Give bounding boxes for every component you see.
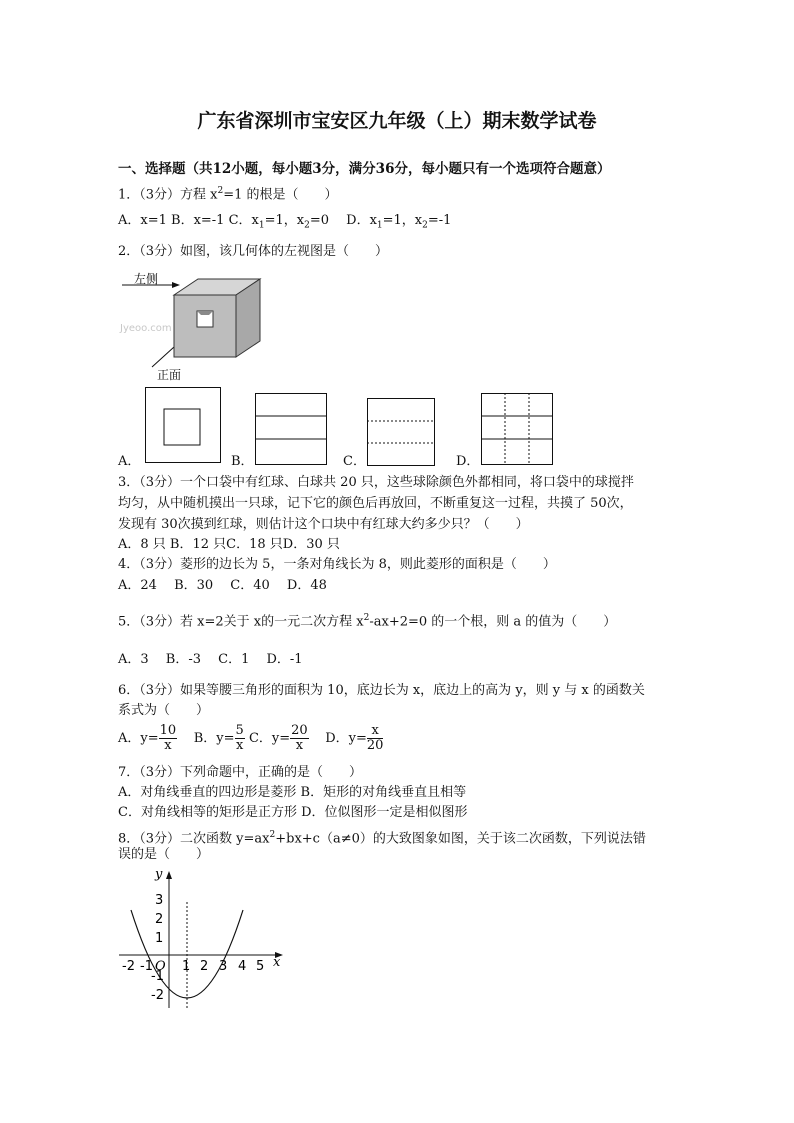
- section-heading: 一、选择题（共12小题，每小题3分，满分36分，每小题只有一个选项符合题意）: [118, 161, 611, 177]
- watermark: Jyeoo.com: [120, 323, 172, 334]
- option-b-view: [255, 393, 327, 465]
- option-d-view: [481, 393, 553, 465]
- solid-figure: [118, 275, 268, 375]
- x-tick: -2: [122, 959, 135, 974]
- y-tick: 1: [155, 931, 164, 946]
- question-3-options: A．8 只 B．12 只C．18 只D．30 只: [118, 537, 340, 552]
- question-6-options: A．y= $\frac{10}{x}$ B．y= $\frac{5}{x}$ C．y= $\frac{20}{x}$ D．y= $\frac{x}{20}$: [118, 723, 384, 753]
- question-5-options: A．3 B．-3 C．1 D．-1: [118, 652, 303, 667]
- fraction-a: $\frac{10}{x}$: [159, 723, 177, 753]
- label-front: 正面: [157, 368, 182, 382]
- question-7-options-ab: A．对角线垂直的四边形是菱形 B．矩形的对角线垂直且相等: [118, 785, 467, 800]
- x-tick: 2: [200, 959, 209, 974]
- question-6-line-2: 系式为（ ）: [118, 703, 210, 718]
- origin-label: O: [155, 959, 166, 974]
- question-1-stem: 1．（3分）方程 $x^2=1$ 的根是（ ）: [118, 186, 338, 203]
- x-tick: 3: [219, 959, 228, 974]
- question-4-options: A．24 B．30 C．40 D．48: [118, 578, 327, 593]
- option-c-label: C．: [343, 454, 366, 469]
- question-6-line-1: 6．（3分）如果等腰三角形的面积为 10，底边长为 x，底边上的高为 y，则 y 与 x 的函数关: [118, 683, 645, 698]
- question-7-options-cd: C．对角线相等的矩形是正方形 D．位似图形一定是相似图形: [118, 805, 468, 820]
- question-3-line-3: 发现有 30次摸到红球，则估计这个口块中有红球大约多少只？（ ）: [118, 517, 529, 532]
- option-a-view: [145, 387, 221, 463]
- y-axis-arrow: [166, 871, 172, 879]
- y-tick: -1: [151, 969, 164, 984]
- question-1-options: A．x=1 B．x=-1 C．$x_1=1$，$x_2=0$ D．$x_1=1$，$x_2=-1$: [118, 213, 452, 231]
- option-d-label: D．: [456, 454, 480, 469]
- option-c-view: [367, 398, 435, 466]
- fraction-b: $\frac{5}{x}$: [235, 723, 244, 753]
- question-8-stem: 8．（3分）二次函数 $y=ax^2+bx+c(a\ne 0)$的大致图象如图，关于该二次函数，下列说法错: [118, 830, 646, 847]
- option-b-label: B．: [231, 454, 254, 469]
- fraction-d: $\frac{x}{20}$: [366, 723, 384, 753]
- fraction-c: $\frac{20}{x}$: [291, 723, 308, 753]
- axis-label-y: y: [155, 867, 163, 882]
- x-tick: 5: [256, 959, 265, 974]
- label-left-side: 左侧: [134, 272, 159, 286]
- y-tick: 2: [155, 912, 164, 927]
- question-8-line-2: 误的是（ ）: [118, 847, 210, 862]
- question-3-line-2: 均匀，从中随机摸出一只球，记下它的颜色后再放回，不断重复这一过程，共摸了 50次，: [118, 496, 633, 511]
- question-5-stem: 5．（3分）若 x=2关于 x的一元二次方程 $x^2-ax+2=0$ 的一个根，则 a 的值为（ ）: [118, 613, 617, 630]
- question-7-stem: 7．（3分）下列命题中，正确的是（ ）: [118, 765, 363, 780]
- x-tick: 4: [238, 959, 247, 974]
- y-tick: 3: [155, 893, 164, 908]
- y-tick: -2: [151, 988, 164, 1003]
- question-4-stem: 4．（3分）菱形的边长为 5，一条对角线长为 8，则此菱形的面积是（ ）: [118, 557, 556, 572]
- option-a-label: A．: [118, 454, 141, 469]
- question-3-line-1: 3．（3分）一个口袋中有红球、白球共 20 只，这些球除颜色外都相同，将口袋中的球搅拌: [118, 475, 634, 490]
- page-title: 广东省深圳市宝安区九年级（上）期末数学试卷: [197, 110, 597, 132]
- question-2-stem: 2．（3分）如图，该几何体的左视图是（ ）: [118, 244, 389, 259]
- axis-label-x: x: [273, 955, 281, 970]
- x-tick: -1: [140, 959, 153, 974]
- parabola-graph: [115, 862, 290, 1012]
- x-tick: 1: [182, 959, 191, 974]
